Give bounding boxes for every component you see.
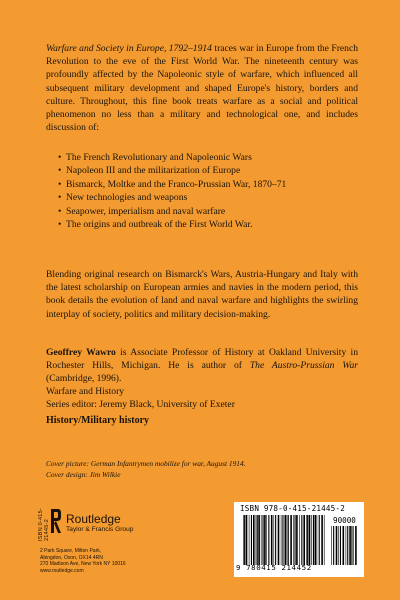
isbn-label: ISBN 978-0-415-21445-2	[240, 504, 345, 513]
address-line: 270 Madison Ave, New York NY 10016	[40, 561, 126, 568]
author-bio-end: (Cambridge, 1996).	[46, 373, 122, 385]
intro-paragraph	[46, 42, 358, 134]
price-code: 90000	[333, 516, 356, 525]
barcode-icon	[242, 515, 326, 565]
cover-design-credit: Cover design: Jim Wilkie	[46, 470, 121, 479]
subject-category: History/Military history	[46, 415, 150, 426]
list-item: • Seapower, imperialism and naval warfare	[58, 205, 358, 218]
series-info	[46, 385, 358, 411]
list-item: • Bismarck, Moltke and the Franco-Prussian War, 1870–71	[58, 178, 358, 191]
summary-paragraph: Blending original research on Bismarck's Wars, Austria-Hungary and Italy with the latest scholarship on European armies and navies in the modern period, this book details the evolution of land and naval warfare and highlights the swirling interplay of society, politics and military decision-making.	[46, 269, 358, 320]
list-item: • New technologies and weapons	[58, 191, 358, 204]
address-line: Abingdon, Oxon, OX14 4RN	[40, 554, 103, 561]
intro-text: traces war in Europe from the French Revolution to the eve of the First World War. The nineteenth century was profoundly affected by the Napoleonic style of warfare, which influenced all subsequent military development and shaped Europe's history, borders and culture. Throughout, this fine book treats warfare as a social and political phenomenon no less than a military and technological one, and includes discussion of:	[46, 43, 358, 134]
publisher-group: Taylor & Francis Group	[66, 526, 134, 533]
list-item: • The French Revolutionary and Napoleonic Wars	[58, 151, 358, 164]
address-line: 2 Park Square, Milton Park,	[40, 548, 102, 554]
list-item: • The origins and outbreak of the First World War.	[58, 218, 358, 231]
barcode-digits: 9 780415 214452	[236, 563, 312, 572]
routledge-logo-icon	[50, 508, 62, 534]
author-book-title: The Austro-Prussian War	[249, 360, 358, 372]
barcode-addon-icon	[330, 526, 358, 565]
author-name: Geoffrey Wawro	[46, 347, 116, 358]
publisher-name: Routledge	[66, 512, 121, 526]
address-line: www.routledge.com	[40, 567, 84, 574]
author-bio-text: is Associate Professor of History at Oakland University in Rochester Hills, Michigan. He is author of	[46, 347, 358, 372]
publisher-address	[40, 548, 126, 574]
series-name: Warfare and History	[46, 386, 125, 397]
topics-list	[58, 151, 358, 231]
cover-picture-credit: Cover picture: German Infantrymen mobilize for war, August 1914.	[46, 459, 246, 468]
isbn-vertical-text: ISBN 0-415-21445-2	[38, 508, 50, 541]
book-title: Warfare and Society in Europe, 1792–1914	[46, 43, 212, 54]
series-editor: Series editor: Jeremy Black, University of Exeter	[46, 399, 235, 411]
author-bio	[46, 346, 358, 386]
list-item: • Napoleon III and the militarization of Europe	[58, 164, 358, 177]
cover-credits	[46, 458, 246, 480]
